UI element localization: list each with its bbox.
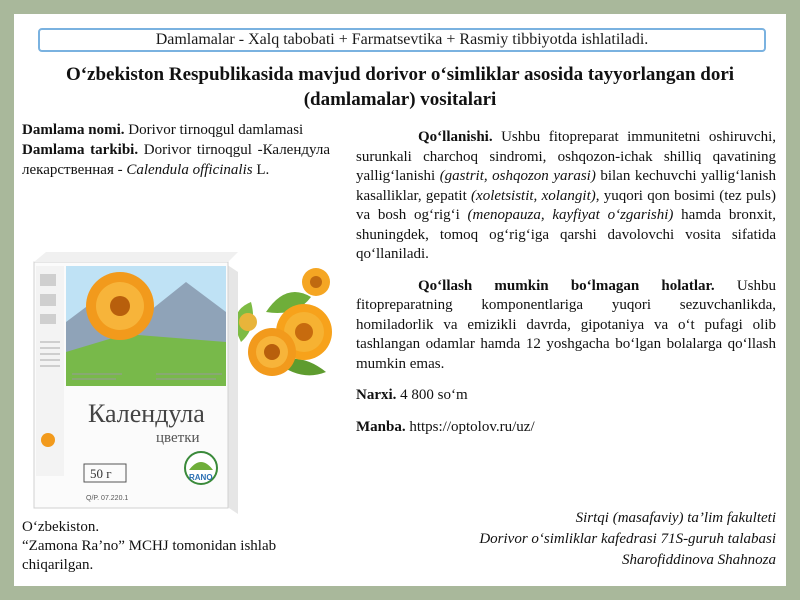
- contra-label: Qo‘llash mumkin bo‘lmagan holatlar.: [418, 277, 715, 294]
- remedy-info: [22, 120, 330, 180]
- product-image: [26, 242, 344, 522]
- author-name: Sharofiddinova Shahnoza: [621, 552, 776, 568]
- usage-italic-2: (xoletsistit, xolangit): [471, 187, 596, 204]
- author-info: [356, 508, 776, 571]
- usage-text-3: , yuqori qon bosimi (tez puls) va bosh og‘rig‘i: [356, 187, 776, 223]
- source: [356, 418, 776, 438]
- composition-latin: Calendula officinalis: [126, 162, 253, 178]
- remedy-name: [22, 120, 330, 140]
- composition-value: Dorivor tirnoqgul -Календула лекарственная -: [22, 142, 330, 178]
- slide: [14, 14, 786, 586]
- usage-label: Qo‘llanishi.: [418, 129, 493, 145]
- calendula-flowers-icon: [235, 268, 332, 376]
- price: [356, 386, 776, 406]
- faculty: Sirtqi (masafaviy) ta’lim fakulteti: [575, 510, 776, 526]
- composition-label: Damlama tarkibi.: [22, 142, 139, 158]
- name-label: Damlama nomi.: [22, 122, 125, 138]
- usage-italic-1: (gastrit, oshqozon yarasi): [439, 168, 596, 184]
- package-brand: Календула: [88, 399, 205, 428]
- price-label: Narxi.: [356, 387, 397, 403]
- usage-italic-3: (menopauza, kayfiyat o‘zgarishi): [467, 207, 674, 223]
- source-label: Manba.: [356, 418, 406, 435]
- composition-tail: L.: [252, 162, 270, 178]
- usage-text-4: hamda bronxit, shuningdek, tomoq og‘rig‘iga qarshi davolovchi vosita sifatida qo‘llaniladi.: [356, 207, 776, 262]
- package-logo: RANO: [189, 473, 213, 482]
- usage-text-2: bilan kechuvchi yallig‘lanish kasalliklar, gepatit: [356, 168, 777, 204]
- price-value: 4 800 so‘m: [396, 387, 468, 403]
- contraindications-paragraph: [356, 277, 776, 375]
- package-weight: 50 г: [90, 466, 112, 481]
- usage-text-1: Ushbu fitopreparat immunitetni oshiruvchi, surunkali charchoq sindromi, oshqozon-ichak shilliq qavatining yallig‘lanishi: [356, 129, 776, 184]
- manufacturer-country: O‘zbekiston.: [22, 519, 100, 535]
- banner: Damlamalar - Xalq tabobati + Farmatsevtika + Rasmiy tibbiyotda ishlatiladi.: [38, 28, 766, 52]
- usage-paragraph: [356, 128, 776, 265]
- source-link[interactable]: https://optolov.ru/uz/: [405, 418, 535, 435]
- manufacturer: [22, 518, 342, 575]
- name-value: Dorivor tirnoqgul damlamasi: [124, 122, 304, 138]
- page-title: O‘zbekiston Respublikasida mavjud dorivor o‘simliklar asosida tayyorlangan dori (damlamalar) vositalari: [65, 64, 735, 110]
- rano-logo-icon: [185, 452, 217, 484]
- department: Dorivor o‘simliklar kafedrasi 71S-guruh talabasi: [479, 531, 776, 547]
- package-subtitle: цветки: [156, 430, 200, 446]
- description: [356, 128, 776, 449]
- remedy-composition: [22, 140, 330, 180]
- manufacturer-company: “Zamona Ra’no” MCHJ tomonidan ishlab chiqarilgan.: [22, 538, 277, 573]
- product-box: [34, 252, 238, 514]
- contra-text: Ushbu fitopreparatning komponentlariga yuqori sezuvchanlikda, homiladorlik va emizikli davrda, gipotaniya va o‘t pufagi olib tashlangan odamlar hamda 12 yoshgacha bo‘lgan bolalarga qo‘llash mumkin emas.: [356, 277, 776, 372]
- package-code: Q/P. 07.220.1: [86, 495, 129, 502]
